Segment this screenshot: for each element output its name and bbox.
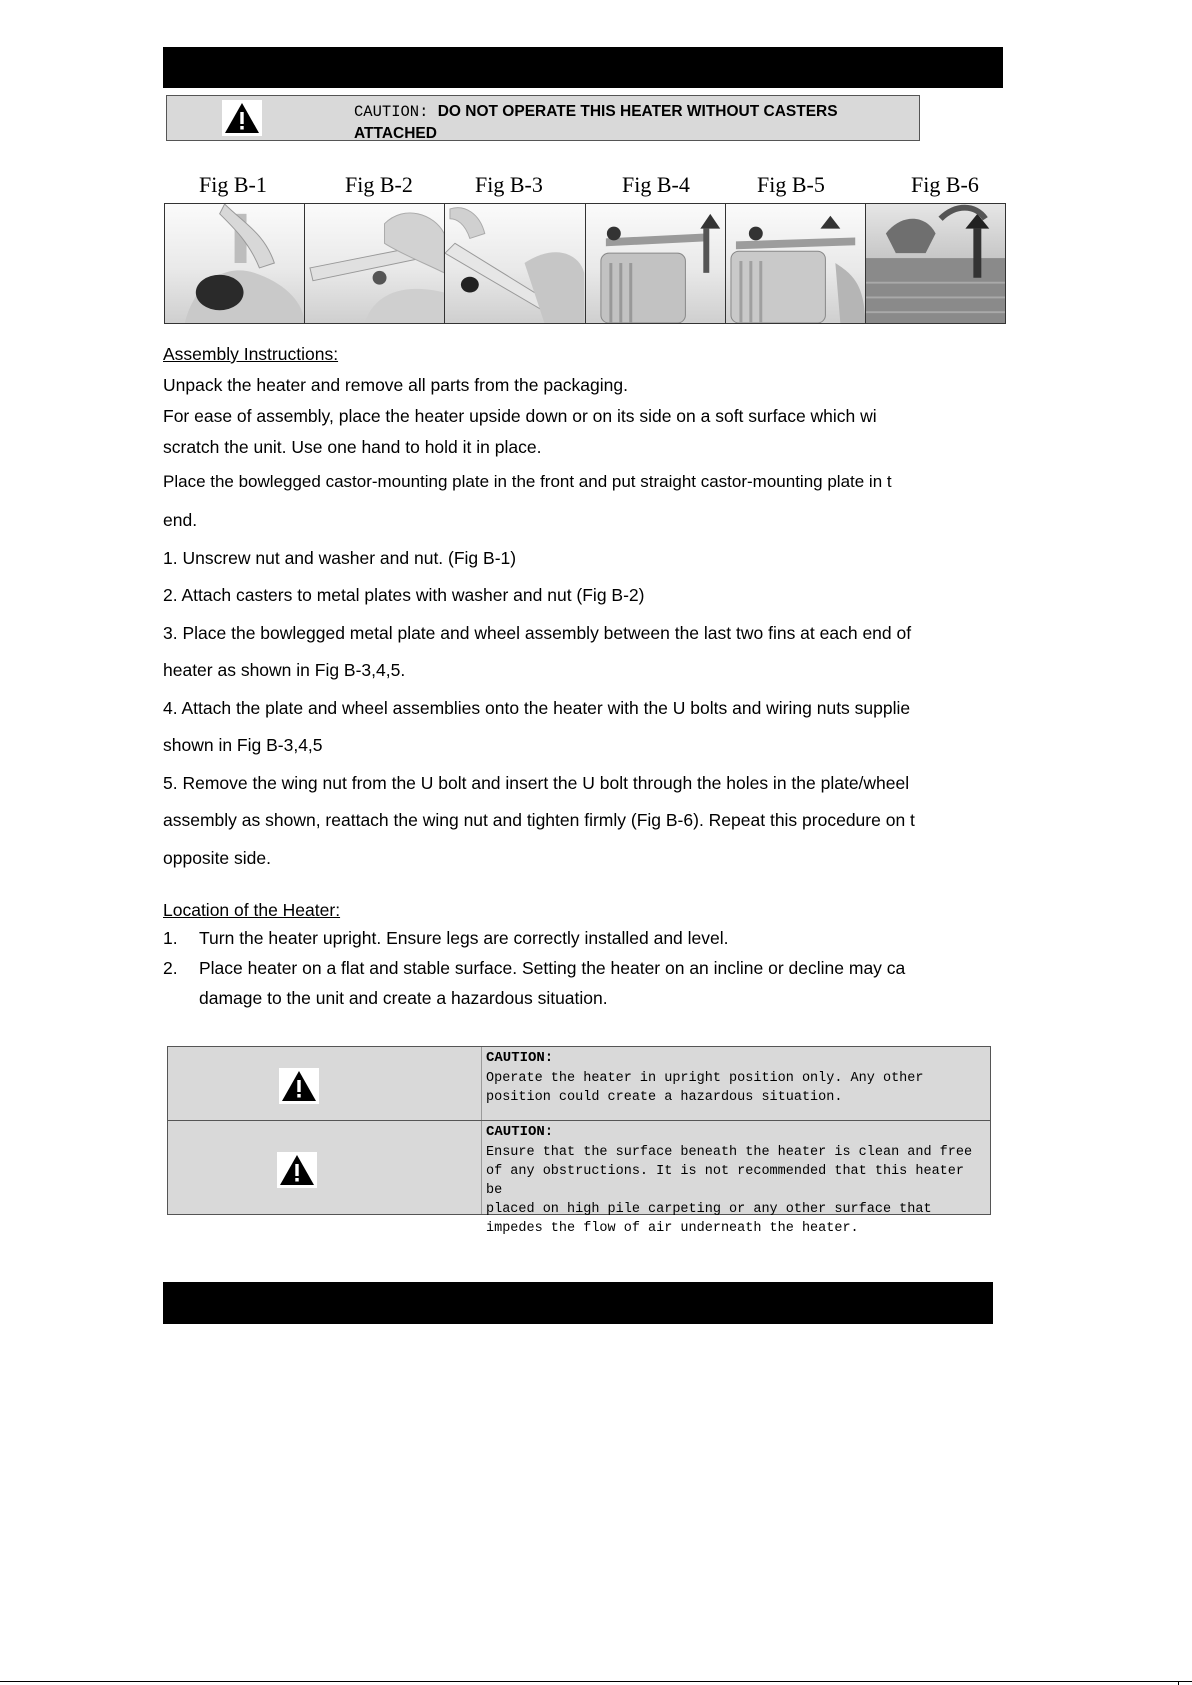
assembly-step: opposite side. [163, 848, 271, 868]
location-item-text: Place heater on a flat and stable surface. Setting the heater on an incline or decline may ca [199, 958, 906, 978]
assembly-step: heater as shown in Fig B-3,4,5. [163, 660, 406, 680]
assembly-step: assembly as shown, reattach the wing nut and tighten firmly (Fig B-6). Repeat this procedure on t [163, 810, 915, 830]
warning-triangle-icon [222, 100, 262, 136]
assembly-step: 1. Unscrew nut and washer and nut. (Fig B-1) [163, 548, 517, 568]
fig-label-b2: Fig B-2 [345, 172, 413, 197]
section-header-bar-top [163, 47, 1003, 88]
caution-banner [166, 95, 920, 141]
assembly-step: 5. Remove the wing nut from the U bolt and insert the U bolt through the holes in the plate/wheel [163, 773, 910, 793]
assembly-line: scratch the unit. Use one hand to hold it in place. [163, 437, 542, 457]
figure-strip [164, 203, 1006, 324]
page-bottom-rule [0, 1681, 1192, 1682]
caution-line-2: ATTACHED [354, 125, 437, 142]
location-item-number: 2. [163, 958, 178, 978]
caution-body: Ensure that the surface beneath the heater is clean and free of any obstructions. It is not recommended that this heater be placed on high pile carpeting or any other surface that impedes the flow of air underneath the heater. [486, 1145, 973, 1236]
caution-title: CAUTION: [486, 1050, 554, 1066]
location-item-number: 1. [163, 928, 178, 948]
caution-row [168, 1121, 990, 1236]
assembly-step: shown in Fig B-3,4,5 [163, 735, 323, 755]
assembly-line: Unpack the heater and remove all parts from the packaging. [163, 375, 628, 395]
assembly-step: 2. Attach casters to metal plates with washer and nut (Fig B-2) [163, 585, 645, 605]
figure-labels [164, 172, 1014, 202]
location-item-text: damage to the unit and create a hazardous situation. [199, 988, 608, 1008]
caution-divider [481, 1121, 482, 1214]
assembly-heading: Assembly Instructions: [163, 344, 339, 364]
fig-label-b1: Fig B-1 [199, 172, 267, 197]
caution-title: CAUTION: [486, 1124, 554, 1140]
fig-image-b6 [866, 204, 1005, 323]
caution-banner-text [354, 101, 914, 145]
caution-table [167, 1046, 991, 1236]
warning-triangle-icon [277, 1152, 317, 1188]
location-item-text: Turn the heater upright. Ensure legs are correctly installed and level. [199, 928, 729, 948]
page-corner-mark [1178, 1681, 1192, 1685]
assembly-step: 3. Place the bowlegged metal plate and wheel assembly between the last two fins at each end of [163, 623, 912, 643]
fig-label-b4: Fig B-4 [622, 172, 690, 197]
fig-label-b5: Fig B-5 [757, 172, 825, 197]
fig-image-b3 [445, 204, 585, 323]
section-header-bar-bottom [163, 1282, 993, 1324]
caution-row [168, 1047, 990, 1121]
caution-line-1: DO NOT OPERATE THIS HEATER WITHOUT CASTERS [437, 103, 838, 120]
assembly-line: end. [163, 510, 198, 530]
fig-image-b4 [586, 204, 726, 323]
fig-image-b2 [305, 204, 445, 323]
warning-triangle-icon [279, 1068, 319, 1104]
caution-prefix: CAUTION: [354, 103, 438, 121]
caution-body: Operate the heater in upright position only. Any other position could create a hazardous situation. [486, 1071, 924, 1105]
caution-divider [481, 1047, 482, 1120]
location-heading: Location of the Heater: [163, 900, 341, 920]
assembly-line: For ease of assembly, place the heater upside down or on its side on a soft surface which wi [163, 406, 877, 426]
fig-image-b5 [726, 204, 866, 323]
assembly-step: 4. Attach the plate and wheel assemblies onto the heater with the U bolts and wiring nuts supplie [163, 698, 911, 718]
assembly-line: Place the bowlegged castor-mounting plate in the front and put straight castor-mounting plate in t [163, 472, 892, 491]
fig-image-b1 [165, 204, 305, 323]
fig-label-b6: Fig B-6 [911, 172, 979, 197]
fig-label-b3: Fig B-3 [475, 172, 543, 197]
